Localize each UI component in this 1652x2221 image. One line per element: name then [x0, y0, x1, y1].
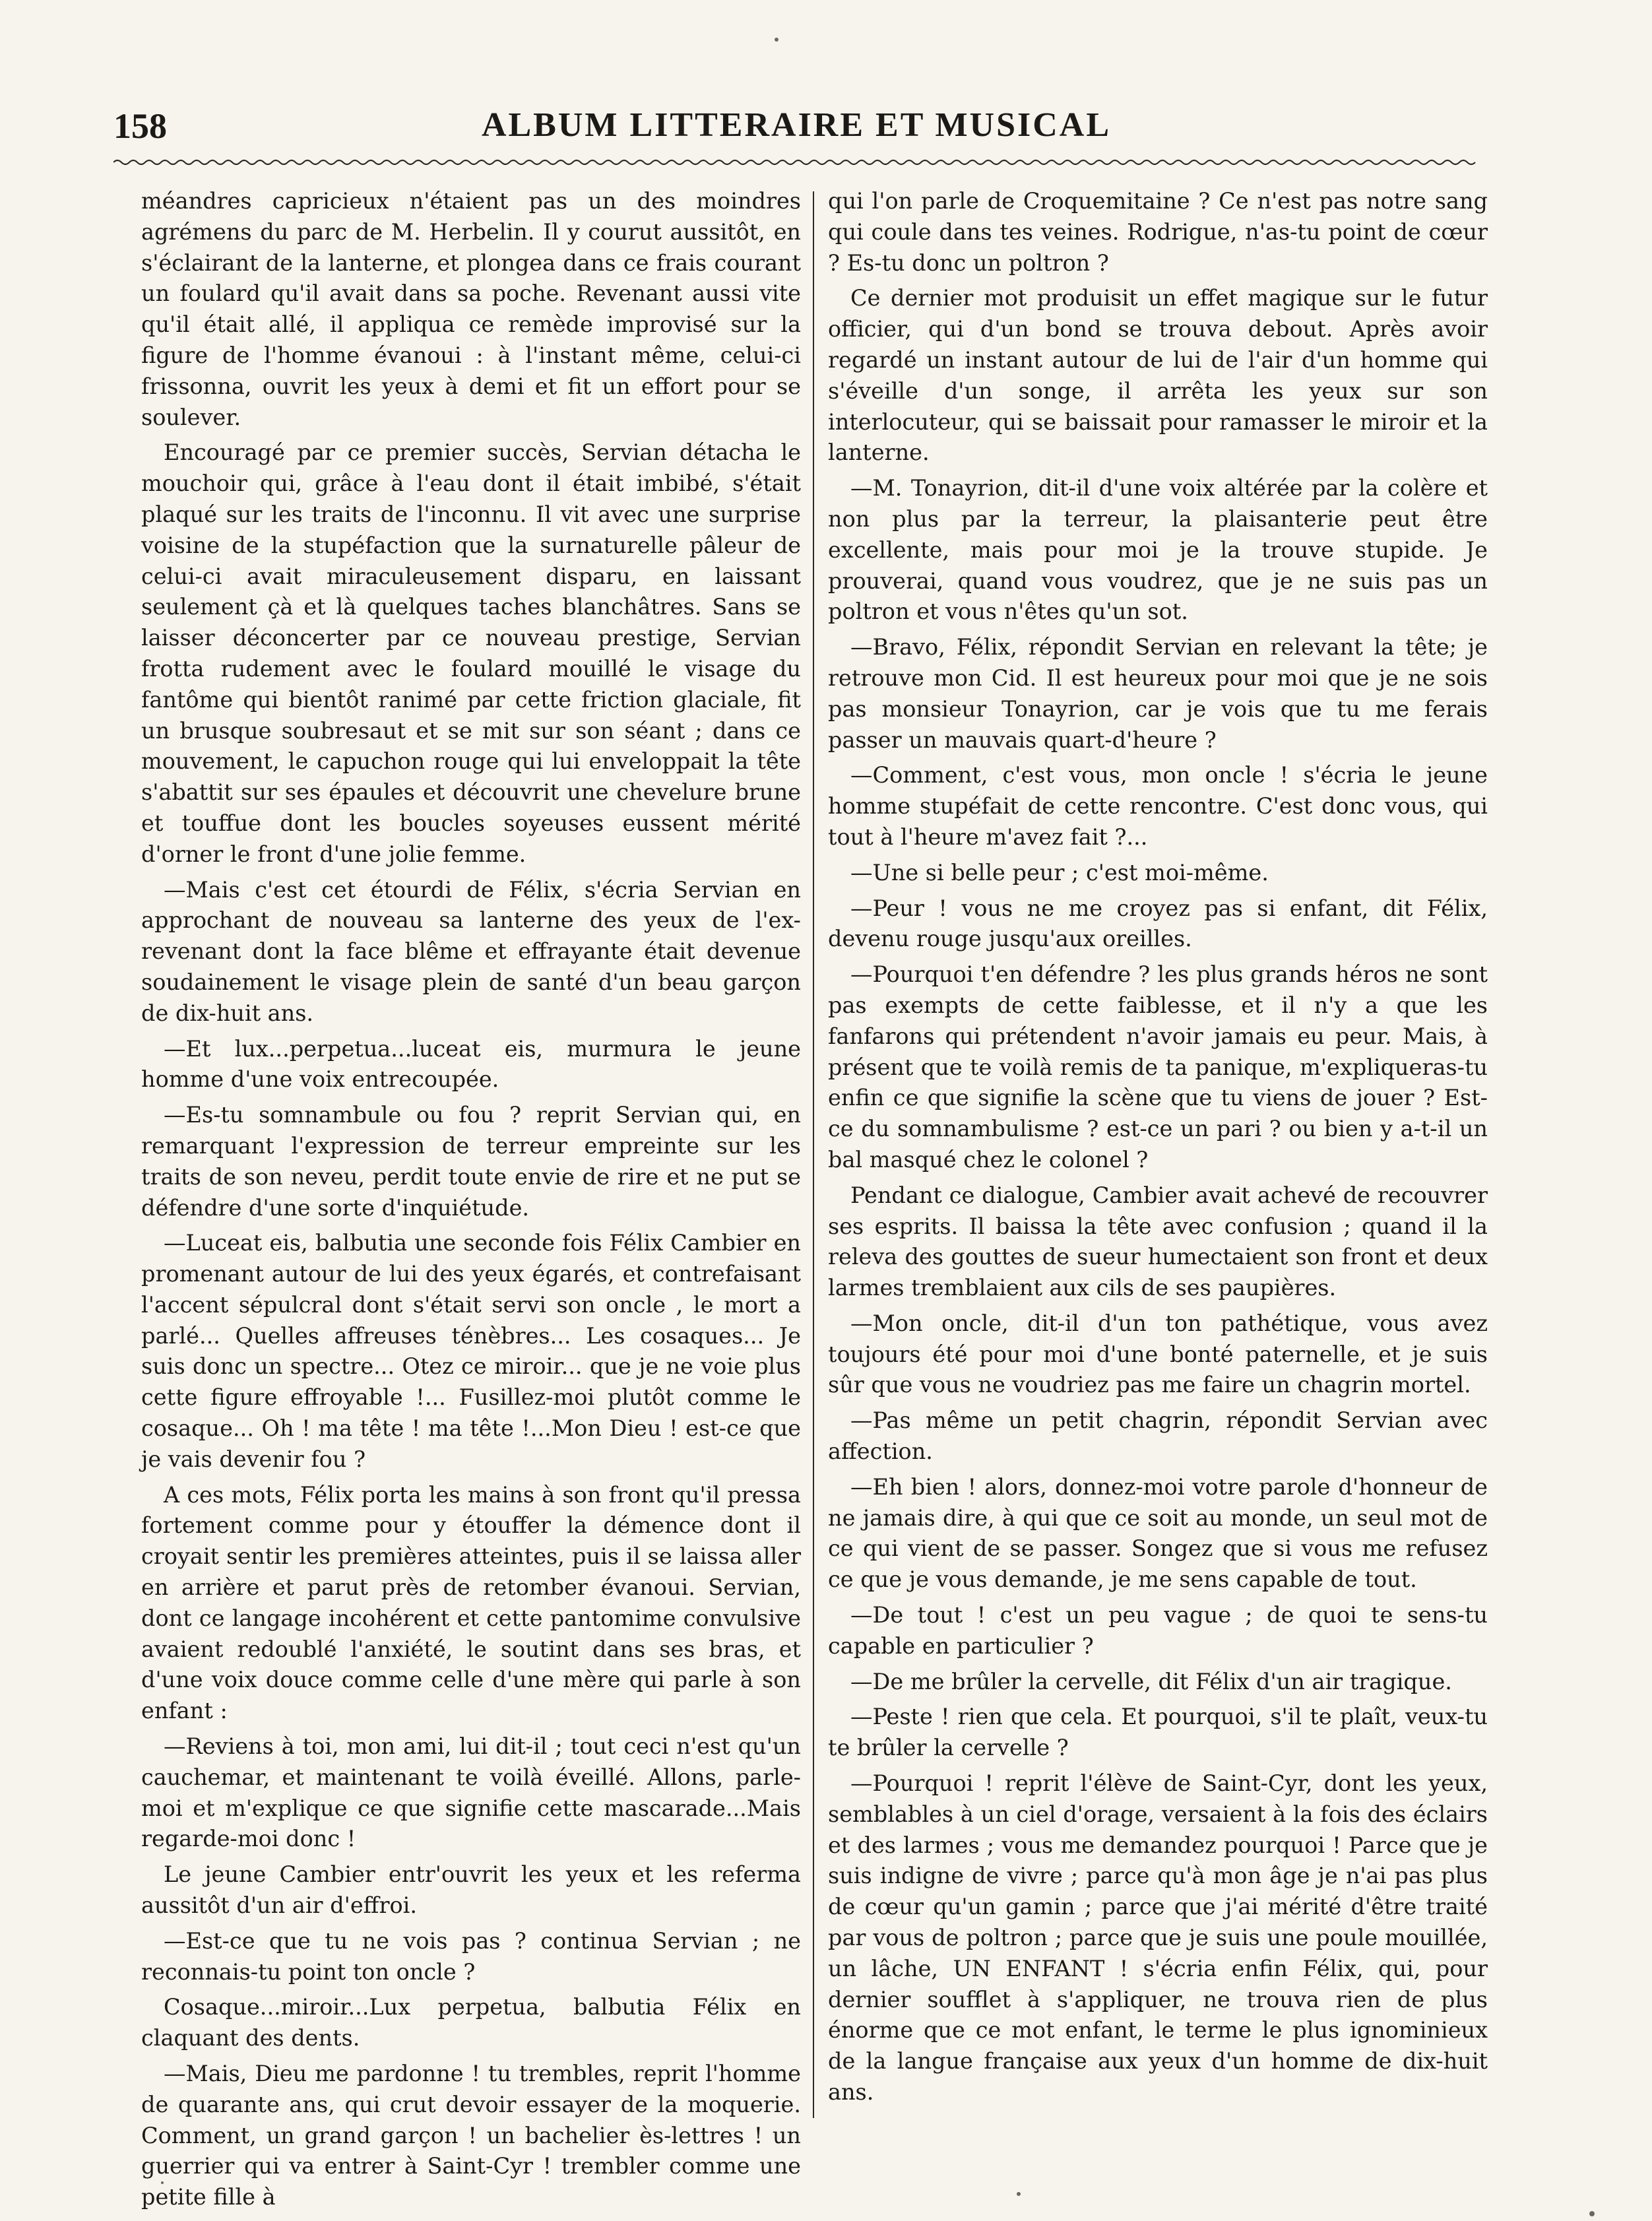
paragraph: —De me brûler la cervelle, dit Félix d'un air tragique.: [850, 1668, 1452, 1694]
paragraph: —Une si belle peur ; c'est moi-même.: [850, 859, 1269, 885]
paragraph: —M. Tonayrion, dit-il d'une voix altérée par la colère et non plus par la terreur, la plaisanterie peut être excellente, mais pour moi je la trouve stupide. Je prouverai, quand vous voudrez, que je ne suis pas un poltron et vous n'êtes qu'un sot.: [828, 475, 1488, 625]
paragraph: qui l'on parle de Croquemitaine ? Ce n'est pas notre sang qui coule dans tes veines. Rodrigue, n'as-tu point de cœur ? Es-tu donc un poltron ?: [828, 188, 1488, 276]
paragraph: —Comment, c'est vous, mon oncle ! s'écria le jeune homme stupéfait de cette rencontre. C'est donc vous, qui tout à l'heure m'avez fait ?...: [828, 762, 1488, 850]
paragraph: méandres capricieux n'étaient pas un des moindres agrémens du parc de M. Herbelin. Il y courut aussitôt, en s'éclairant de la lanterne, et plongea dans ce frais courant un foulard qu'il avait dans sa poche. Revenant aussi vite qu'il était allé, il appliqua ce remède improvisé sur la figure de l'homme évanoui : à l'instant même, celui-ci frissonna, ouvrit les yeux à demi et fit un effort pour se soulever.: [141, 188, 801, 430]
paragraph: —Eh bien ! alors, donnez-moi votre parole d'honneur de ne jamais dire, à qui que ce soit au monde, un seul mot de ce qui vient de se passer. Songez que si vous me refusez ce que je vous demande, je me sens capable de tout.: [828, 1473, 1488, 1593]
paragraph: —Mon oncle, dit-il d'un ton pathétique, vous avez toujours été pour moi d'une bonté paternelle, et je suis sûr que vous ne voudriez pas me faire un chagrin mortel.: [828, 1310, 1488, 1398]
paragraph: —Pourquoi t'en défendre ? les plus grands héros ne sont pas exempts de cette faiblesse, et il n'y a que les fanfarons qui prétendent n'avoir jamais eu peur. Mais, à présent que te voilà remis de ta panique, m'expliqueras-tu enfin ce que signifie la scène que tu viens de jouer ? Est-ce du somnambulisme ? est-ce un pari ? ou bien y a-t-il un bal masqué chez le colonel ?: [828, 961, 1488, 1173]
paragraph: —Pourquoi ! reprit l'élève de Saint-Cyr, dont les yeux, semblables à un ciel d'orage, versaient à la fois des éclairs et des larmes ; vous me demandez pourquoi ! Parce que je suis indigne de vivre ; parce qu'à mon âge je n'ai pas plus de cœur qu'un gamin ; parce que j'ai mérité d'être traité par vous de poltron ; parce que je suis une poule mouillée, un lâche, UN ENFANT ! s'écria enfin Félix, qui, pour dernier soufflet à s'appliquer, ne trouva rien de plus énorme que ce mot enfant, le terme le plus ignominieux de la langue française aux yeux d'un homme de dix-huit ans.: [828, 1770, 1488, 2106]
paragraph: —Es-tu somnambule ou fou ? reprit Servian qui, en remarquant l'expression de terreur empreinte sur les traits de son neveu, perdit toute envie de rire et ne put se défendre d'une sorte d'inquiétude.: [141, 1102, 801, 1221]
page-number: 158: [113, 106, 167, 146]
paragraph: —Peste ! rien que cela. Et pourquoi, s'il te plaît, veux-tu te brûler la cervelle ?: [828, 1704, 1488, 1761]
paragraph: Pendant ce dialogue, Cambier avait achevé de recouvrer ses esprits. Il baissa la tête avec confusion ; quand il la releva des gouttes de sueur humectaient son front et deux larmes tremblaient aux cils de ses paupières.: [828, 1182, 1488, 1301]
paragraph: A ces mots, Félix porta les mains à son front qu'il pressa fortement comme pour y étouffer la démence dont il croyait sentir les premières atteintes, puis il se laissa aller en arrière et parut près de retomber évanoui. Servian, dont ce langage incohérent et cette pantomime convulsive avaient redoublé l'anxiété, le soutint dans ses bras, et d'une voix douce comme celle d'une mère qui parle à son enfant :: [141, 1481, 801, 1724]
paragraph: —Et lux...perpetua...luceat eis, murmura le jeune homme d'une voix entrecoupée.: [141, 1035, 801, 1093]
paragraph: —De tout ! c'est un peu vague ; de quoi te sens-tu capable en particulier ?: [828, 1602, 1488, 1659]
paragraph: —Luceat eis, balbutia une seconde fois Félix Cambier en promenant autour de lui des yeux égarés, et contrefaisant l'accent sépulcral dont s'était servi son oncle , le mort a parlé... Quelles affreuses ténèbres... Les cosaques... Je suis donc un spectre... Otez ce miroir... que je ne voie plus cette figure effroyable !... Fusillez-moi plutôt comme le cosaque... Oh ! ma tête ! ma tête !...Mon Dieu ! est-ce que je vais devenir fou ?: [141, 1230, 801, 1472]
paragraph: Le jeune Cambier entr'ouvrit les yeux et les referma aussitôt d'un air d'effroi.: [141, 1861, 801, 1919]
paragraph: —Peur ! vous ne me croyez pas si enfant, dit Félix, devenu rouge jusqu'aux oreilles.: [828, 895, 1488, 952]
paragraph: —Reviens à toi, mon ami, lui dit-il ; tout ceci n'est qu'un cauchemar, et maintenant te voilà éveillé. Allons, parle-moi et m'explique ce que signifie cette mascarade...Mais regarde-moi donc !: [141, 1733, 801, 1852]
paragraph: Encouragé par ce premier succès, Servian détacha le mouchoir qui, grâce à l'eau dont il était imbibé, s'était plaqué sur les traits de l'inconnu. Il vit avec une surprise voisine de la stupéfaction que la surnaturelle pâleur de celui-ci avait miraculeusement disparu, en laissant seulement çà et là quelques taches blanchâtres. Sans se laisser déconcerter par ce nouveau prestige, Servian frotta rudement avec le foulard mouillé le visage du fantôme qui bientôt ranimé par cette friction glaciale, fit un brusque soubresaut et se mit sur son séant ; dans ce mouvement, le capuchon rouge qui lui enveloppait la tête s'abattit sur ses épaules et découvrit une chevelure brune et touffue dont les boucles soyeuses eussent mérité d'orner le front d'une jolie femme.: [141, 439, 801, 867]
paragraph: —Mais, Dieu me pardonne ! tu trembles, reprit l'homme de quarante ans, qui crut devoir essayer de la moquerie. Comment, un grand garçon ! un bachelier ès-lettres ! un guerrier qui va entrer à Saint-Cyr ! trembler comme une petite fille à: [141, 2061, 801, 2210]
paragraph: —Bravo, Félix, répondit Servian en relevant la tête; je retrouve mon Cid. Il est heureux pour moi que je ne sois pas monsieur Tonayrion, car je vois que tu me ferais passer un mauvais quart-d'heure ?: [828, 634, 1488, 753]
paragraph: Ce dernier mot produisit un effet magique sur le futur officier, qui d'un bond se trouva debout. Après avoir regardé un instant autour de lui de l'air d'un homme qui s'éveille d'un songe, il arrêta les yeux sur son interlocuteur, qui se baissait pour ramasser le miroir et la lanterne.: [828, 285, 1488, 466]
paragraph: —Mais c'est cet étourdi de Félix, s'écria Servian en approchant de nouveau sa lanterne des yeux de l'ex-revenant dont la face blême et effrayante était devenue soudainement le visage plein de santé d'un beau garçon de dix-huit ans.: [141, 876, 801, 1026]
journal-title: ALBUM LITTERAIRE ET MUSICAL: [481, 106, 1112, 144]
paragraph: —Est-ce que tu ne vois pas ? continua Servian ; ne reconnais-tu point ton oncle ?: [141, 1927, 801, 1985]
paragraph: —Pas même un petit chagrin, répondit Servian avec affection.: [828, 1407, 1488, 1465]
paragraph: Cosaque...miroir...Lux perpetua, balbutia Félix en claquant des dents.: [141, 1994, 801, 2051]
